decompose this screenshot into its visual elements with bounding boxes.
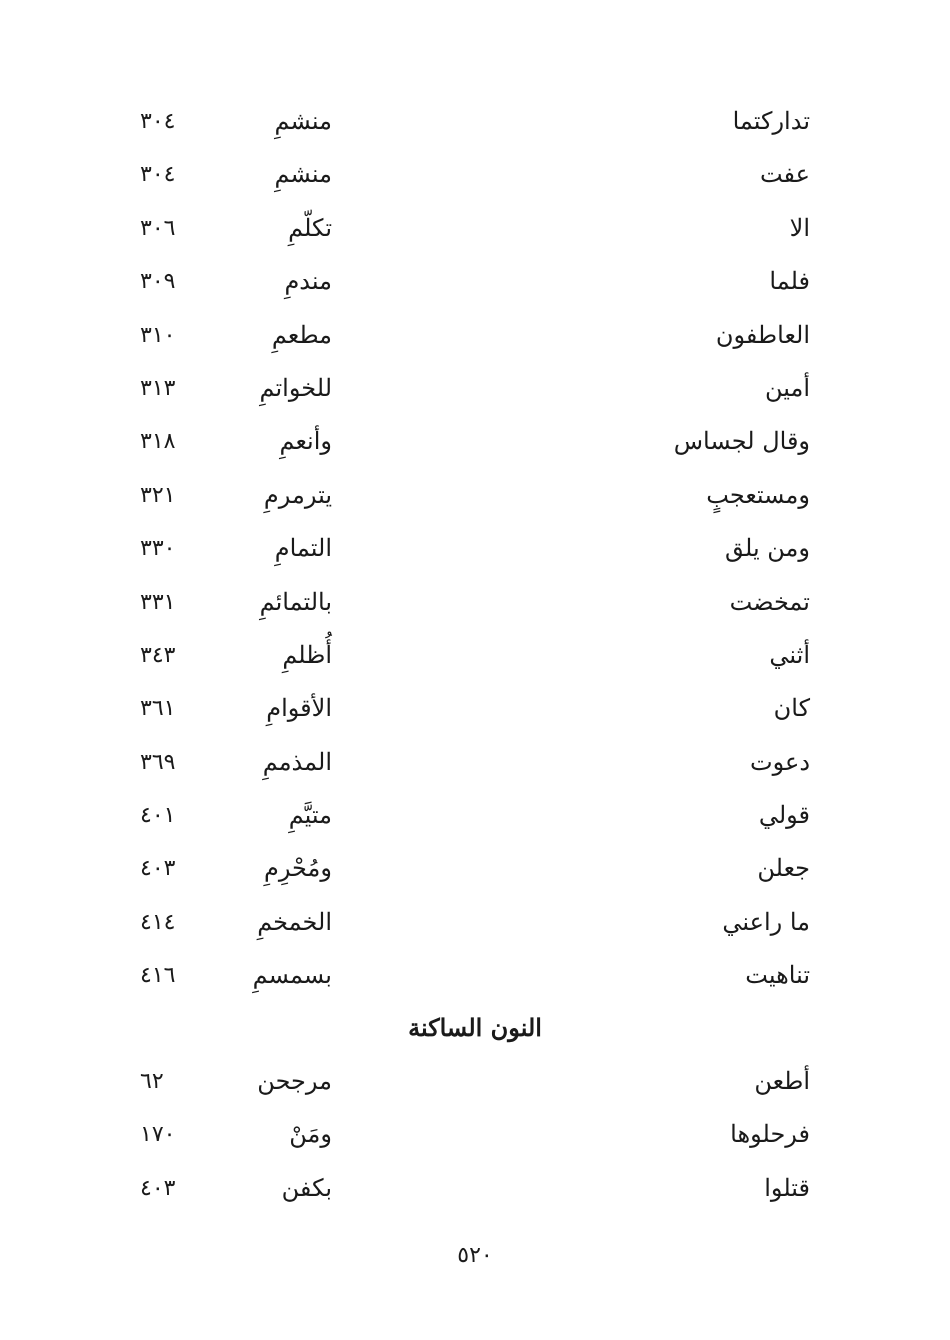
page-reference: ٣١٨ bbox=[140, 429, 176, 455]
rhyme-word: ومُحْرِمِ bbox=[263, 854, 332, 883]
rhyme-word: بسمسمِ bbox=[252, 961, 332, 990]
page-reference: ٣٠٤ bbox=[140, 109, 176, 134]
index-row bbox=[0, 736, 950, 789]
page-reference: ٣٠٦ bbox=[140, 215, 176, 241]
page-reference: ٣٣١ bbox=[140, 589, 176, 615]
rhyme-word: بالتمائمِ bbox=[259, 587, 332, 616]
verse-opening-word: أطعن bbox=[754, 1067, 810, 1095]
rhyme-index-list bbox=[0, 95, 950, 1003]
rhyme-word: بكفن bbox=[281, 1173, 332, 1202]
verse-opening-word: قولي bbox=[758, 801, 810, 830]
page-reference: ٣١٣ bbox=[140, 375, 176, 401]
rhyme-word: مندمِ bbox=[284, 267, 332, 296]
index-row bbox=[0, 1108, 950, 1161]
verse-opening-word: جعلن bbox=[757, 854, 810, 883]
verse-opening-word: ما راعني bbox=[722, 907, 810, 936]
page-reference: ٤٠٣ bbox=[140, 856, 176, 882]
rhyme-word: تكلّمِ bbox=[288, 213, 332, 242]
rhyme-word: للخواتمِ bbox=[259, 373, 332, 402]
verse-opening-word: الا bbox=[789, 213, 810, 242]
index-row bbox=[0, 415, 950, 468]
page-reference: ٣١٠ bbox=[140, 322, 176, 348]
nun-sakina-list bbox=[0, 1055, 950, 1215]
index-row bbox=[0, 629, 950, 682]
index-row bbox=[0, 522, 950, 575]
index-row bbox=[0, 202, 950, 255]
rhyme-word: منشمِ bbox=[274, 107, 332, 135]
index-row bbox=[0, 576, 950, 629]
rhyme-word: المذممِ bbox=[262, 747, 332, 776]
page-reference: ٣٢١ bbox=[140, 482, 176, 508]
page-reference: ٣٠٤ bbox=[140, 162, 176, 188]
verse-opening-word: أثني bbox=[769, 640, 810, 669]
verse-opening-word: ومن يلق bbox=[725, 534, 810, 563]
page-reference: ٦٢ bbox=[140, 1069, 164, 1094]
page-reference: ٤١٤ bbox=[140, 909, 176, 935]
page-reference: ٣٣٠ bbox=[140, 536, 176, 562]
rhyme-word: منشمِ bbox=[274, 160, 332, 189]
rhyme-word: الخمخمِ bbox=[257, 907, 332, 936]
verse-opening-word: دعوت bbox=[750, 747, 810, 776]
rhyme-word: وأنعمِ bbox=[279, 427, 332, 456]
index-row bbox=[0, 1162, 950, 1215]
page-reference: ٤٠٣ bbox=[140, 1175, 176, 1201]
index-row bbox=[0, 789, 950, 842]
page-reference: ٣٦١ bbox=[140, 696, 176, 722]
rhyme-word: متيَّمِ bbox=[288, 801, 332, 830]
index-row bbox=[0, 362, 950, 415]
index-row bbox=[0, 95, 950, 148]
index-row bbox=[0, 949, 950, 1002]
verse-opening-word: كان bbox=[773, 694, 810, 723]
verse-opening-word: ومستعجبٍ bbox=[706, 480, 810, 509]
index-row bbox=[0, 842, 950, 895]
index-row bbox=[0, 255, 950, 308]
index-row bbox=[0, 309, 950, 362]
section-heading: النون الساكنة bbox=[408, 1013, 542, 1042]
verse-opening-word: تداركتما bbox=[732, 107, 810, 135]
rhyme-word: الأقوامِ bbox=[266, 694, 332, 723]
verse-opening-word: تناهيت bbox=[745, 961, 810, 990]
verse-opening-word: قتلوا bbox=[764, 1173, 810, 1202]
page-number: ٥٢٠ bbox=[457, 1243, 493, 1268]
page-reference: ٤١٦ bbox=[140, 963, 176, 989]
rhyme-word: أُظلمِ bbox=[282, 640, 332, 669]
page-reference: ٣٤٣ bbox=[140, 642, 176, 668]
verse-opening-word: عفت bbox=[759, 160, 810, 189]
page-reference: ٣٦٩ bbox=[140, 749, 176, 775]
index-row bbox=[0, 896, 950, 949]
rhyme-word: التمامِ bbox=[274, 534, 332, 563]
rhyme-word: يترمرمِ bbox=[263, 480, 332, 509]
rhyme-word: مرجحن bbox=[257, 1067, 332, 1095]
page-reference: ٣٠٩ bbox=[140, 269, 176, 295]
rhyme-word: ومَنْ bbox=[289, 1120, 332, 1149]
verse-opening-word: فرحلوها bbox=[730, 1120, 810, 1149]
rhyme-word: مطعمِ bbox=[271, 320, 332, 349]
verse-opening-word: العاطفون bbox=[715, 320, 810, 349]
page-reference: ١٧٠ bbox=[140, 1122, 176, 1148]
verse-opening-word: تمخضت bbox=[729, 587, 810, 616]
index-row bbox=[0, 682, 950, 735]
index-row bbox=[0, 148, 950, 201]
verse-opening-word: وقال لجساس bbox=[673, 427, 810, 456]
verse-opening-word: فلما bbox=[769, 267, 810, 296]
index-row bbox=[0, 469, 950, 522]
page-reference: ٤٠١ bbox=[140, 803, 176, 829]
verse-opening-word: أمين bbox=[764, 373, 810, 402]
index-row bbox=[0, 1055, 950, 1108]
